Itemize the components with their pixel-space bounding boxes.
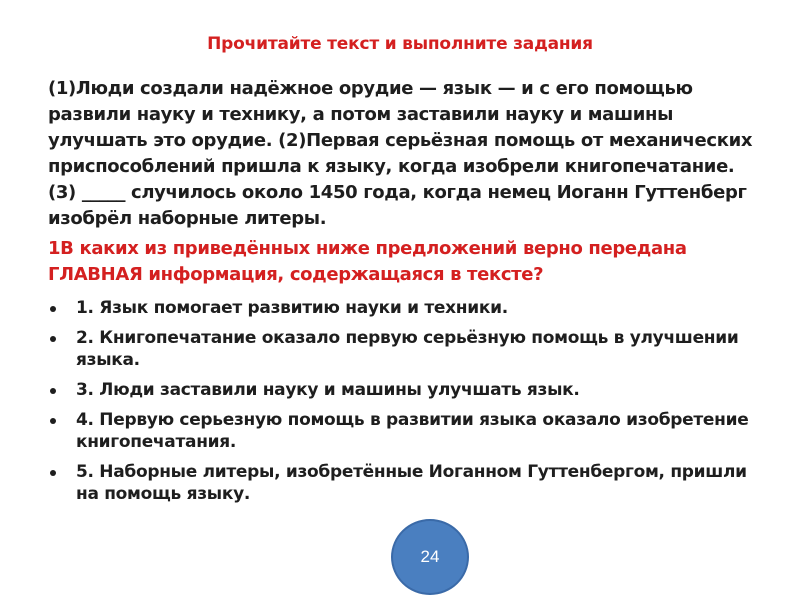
answer-option-text: 5. Наборные литеры, изобретённые Иоганном Гуттенбергом, пришли на помощь языку. xyxy=(76,462,747,504)
answer-list xyxy=(48,297,768,513)
bullet-icon xyxy=(50,336,56,342)
answer-option-text: 2. Книгопечатание оказало первую серьёзную помощь в улучшении языка. xyxy=(76,328,739,370)
answer-option-text: 3. Люди заставили науку и машины улучшать язык. xyxy=(76,380,580,400)
bullet-icon xyxy=(50,388,56,394)
answer-option-1 xyxy=(48,297,768,319)
bullet-icon xyxy=(50,418,56,424)
question-text: 1В каких из приведённых ниже предложений верно передана ГЛАВНАЯ информация, содержащаяся в тексте? xyxy=(48,238,687,285)
page-number: 24 xyxy=(420,547,440,566)
answer-option-4 xyxy=(48,409,768,453)
page-number-badge xyxy=(391,519,469,595)
reading-passage: (1)Люди создали надёжное орудие — язык — и с его помощью развили науку и технику, а потом заставили науку и машины улучшать это орудие. (2)Первая серьёзная помощь от механических приспособлений пришла к языку, когда изобрели книгопечатание. (3) _____ случилось около 1450 года, когда немец Иоганн Гуттенберг изобрёл наборные литеры. xyxy=(48,78,753,229)
answer-option-2 xyxy=(48,327,768,371)
answer-option-text: 1. Язык помогает развитию науки и техники. xyxy=(76,298,508,318)
answer-option-3 xyxy=(48,379,768,401)
slide-title: Прочитайте текст и выполните задания xyxy=(207,34,593,54)
bullet-icon xyxy=(50,306,56,312)
answer-option-text: 4. Первую серьезную помощь в развитии языка оказало изобретение книгопечатания. xyxy=(76,410,749,452)
answer-option-5 xyxy=(48,461,768,505)
bullet-icon xyxy=(50,470,56,476)
